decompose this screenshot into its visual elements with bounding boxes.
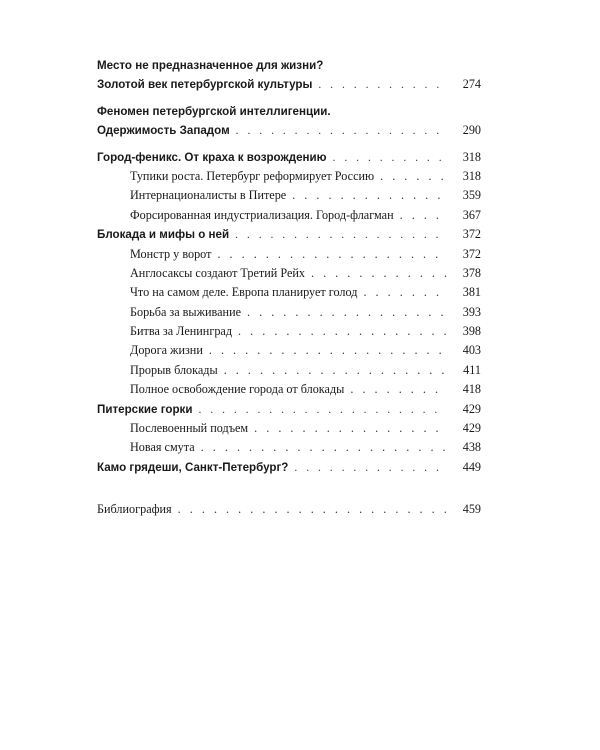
dot-leader <box>292 186 447 205</box>
toc-entry[interactable] <box>97 75 481 94</box>
toc-entry-title: Послевоенный подъем <box>130 421 249 436</box>
toc-entry-page: 274 <box>462 77 481 92</box>
toc-entry-page: 290 <box>462 123 481 138</box>
dot-leader <box>311 264 447 283</box>
toc-entry-page: 318 <box>462 168 481 183</box>
toc-entry[interactable] <box>97 400 481 419</box>
toc-entry[interactable] <box>130 361 481 380</box>
toc-entry-title: Место не предназначенное для жизни? <box>97 59 324 72</box>
dot-leader <box>198 400 447 419</box>
toc-entry[interactable] <box>130 419 481 438</box>
toc-entry-page: 393 <box>462 304 481 319</box>
toc-entry-page: 449 <box>462 459 481 474</box>
toc-entry[interactable] <box>130 283 481 302</box>
dot-leader <box>217 245 447 264</box>
toc-entry[interactable] <box>130 206 481 225</box>
dot-leader <box>254 419 447 438</box>
toc-entry-title: Феномен петербургской интеллигенции. <box>97 104 331 118</box>
toc-entry-title: Монстр у ворот <box>130 246 212 261</box>
dot-leader <box>247 303 447 322</box>
toc-entry-title: Новая смута <box>130 440 195 455</box>
toc-entry-page: 438 <box>462 440 481 455</box>
toc-entry[interactable] <box>130 245 481 264</box>
toc-entry-page: 429 <box>462 401 481 416</box>
toc-entry-title: Полное освобождение города от блокады <box>130 382 345 397</box>
toc-entry[interactable] <box>130 380 481 399</box>
dot-leader <box>236 121 447 140</box>
dot-leader <box>224 361 447 380</box>
toc-entry-title: Питерские горки <box>97 402 193 416</box>
toc-entry-page: 372 <box>462 227 481 242</box>
toc-entry[interactable] <box>130 322 481 341</box>
toc-entry-title: Блокада и мифы о ней <box>97 228 230 242</box>
toc-entry[interactable] <box>130 438 481 457</box>
dot-leader <box>209 341 447 360</box>
toc-entry-title: Битва за Ленинград <box>130 324 233 339</box>
toc-entry-title: Борьба за выживание <box>130 304 242 319</box>
toc-entry-page: 418 <box>462 382 481 397</box>
toc-entry[interactable] <box>130 167 481 186</box>
dot-leader <box>235 225 447 244</box>
dot-leader <box>201 438 447 457</box>
toc-entry[interactable] <box>97 148 481 167</box>
dot-leader <box>333 148 447 167</box>
toc-entry-page: 318 <box>462 149 481 164</box>
toc-entry[interactable] <box>130 341 481 360</box>
toc-entry-page: 403 <box>462 343 481 358</box>
toc-entry-title: Интернационалисты в Питере <box>130 188 287 203</box>
toc-entry[interactable] <box>130 264 481 283</box>
toc-entry-page: 381 <box>462 285 481 300</box>
toc-entry[interactable] <box>97 458 481 477</box>
toc-entry-title: Город-феникс. От краха к возрождению <box>97 150 327 164</box>
dot-leader <box>238 322 447 341</box>
toc-entry-bibliography[interactable] <box>97 500 481 519</box>
toc-entry-page: 398 <box>462 324 481 339</box>
toc-entry[interactable] <box>97 56 481 75</box>
toc-entry-title: Дорога жизни <box>130 343 203 358</box>
toc-entry-title: Одержимость Западом <box>97 124 230 138</box>
toc-entry-title: Прорыв блокады <box>130 362 218 377</box>
toc-entry-title: Что на самом деле. Европа планирует голод <box>130 285 358 300</box>
toc-entry-title: Тупики роста. Петербург реформирует Россию <box>130 168 375 183</box>
toc-entry-page: 411 <box>463 362 481 377</box>
toc-entry-page: 429 <box>462 421 481 436</box>
dot-leader <box>178 500 447 519</box>
toc-entry-page: 378 <box>462 265 481 280</box>
toc-entry-page: 367 <box>462 207 481 222</box>
dot-leader <box>400 206 447 225</box>
dot-leader <box>350 380 447 399</box>
toc-entry[interactable] <box>130 303 481 322</box>
toc-entry-title: Библиография <box>97 502 172 517</box>
toc-entry[interactable] <box>97 102 481 121</box>
toc-entry-page: 359 <box>462 188 481 203</box>
toc-entry[interactable] <box>97 121 481 140</box>
dot-leader <box>363 283 447 302</box>
dot-leader <box>380 167 447 186</box>
dot-leader <box>294 458 447 477</box>
toc-entry[interactable] <box>130 186 481 205</box>
toc-entry-title: Золотой век петербургской культуры <box>97 78 313 92</box>
toc-entry-page: 459 <box>462 502 481 517</box>
toc-entry-title: Англосаксы создают Третий Рейх <box>130 265 305 280</box>
toc-entry-title: Камо грядеши, Санкт-Петербург? <box>97 460 289 474</box>
dot-leader <box>318 75 447 94</box>
toc-entry-page: 372 <box>462 246 481 261</box>
table-of-contents <box>97 56 481 520</box>
toc-entry[interactable] <box>97 225 481 244</box>
toc-entry-title: Форсированная индустриализация. Город-флагман <box>130 207 394 222</box>
